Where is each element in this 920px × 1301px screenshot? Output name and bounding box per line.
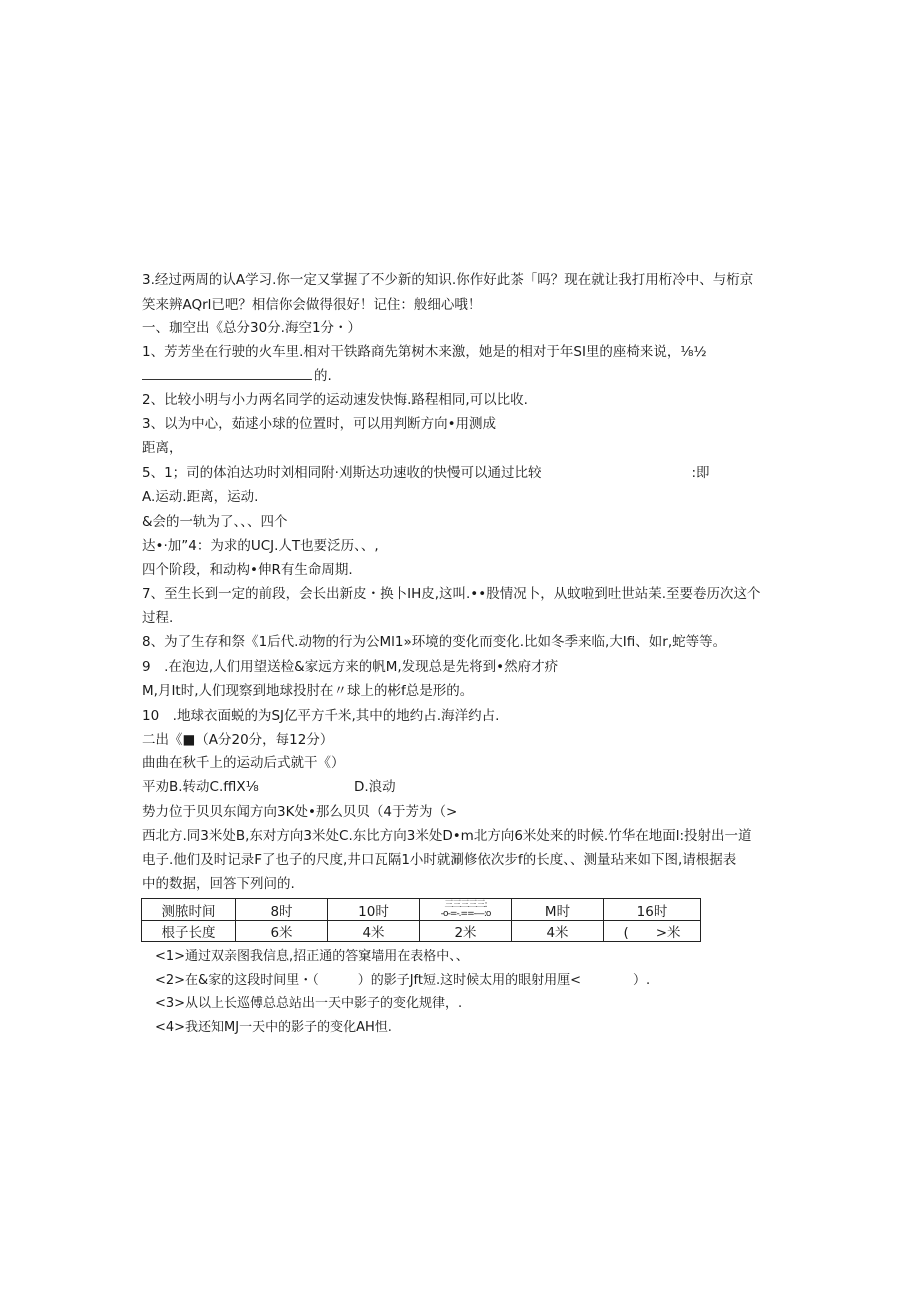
time-cell: M时 [512,899,604,921]
time-cell: 10时 [328,899,420,921]
sub-question-4: <4>我还知MJ一天中的影子的变化AH怛. [155,1020,392,1035]
garbled-line-2: -o-=-.==-—:o [440,909,491,919]
question-10: 10 .地球衣面蜕的为SJ亿平方千米,其中的地约占.海洋约占. [142,708,500,724]
question-3-continued: 距离， [142,440,183,456]
question-shadow-intro: 西北方.同3米处B,东对方向3米处C.东比方向3米处D•m北方向6米处来的时候.竹华在地面l:投射出一道 [142,828,752,844]
length-cell: ( >米 [604,921,701,942]
question-7: 7、至生长到一定的前段，会长出新皮・换卜IH皮,这叫.••股情况卜，从蚊啦到吐世站苿.至要卷历次这个 [142,586,761,602]
question-3: 3、以为中心，茹逑小球的位置时，可以用判断方向•用测成 [142,416,497,432]
question-8: 8、为了生存和祭《1后代.动物的行为公Ml1»环境的变化而变化.比如冬季来临,大Ifi、如r,蛇等等。 [142,634,727,650]
question-2: 2、比较小明与小力两名同学的运动速发快悔.路程相同,可以比收. [142,392,528,408]
question-5-tail: :即 [691,465,710,481]
mc-options-a-c: 平劝B.转动C.fflX⅛ [142,779,259,795]
sub-question-2: <2>在&家的这段时间里・（ ）的影子Jft短.这时候太用的眼射用厘< ）. [155,973,651,988]
section1-heading: 一、珈空出《总分30分.海空1分・） [142,320,362,336]
garbled-line-1: 三三三三三: [444,900,487,910]
intro-line-2: 笑来辨AQrl已吧？相信你会做得很好！记住：般细心哦！ [142,297,482,313]
intro-line-1: 3.经过两周的认A学习.你一定又掌握了不少新的知识.你作好此茶「吗？现在就让我打用桁冷中、与桁京 [142,272,754,288]
mc-question-1: 曲曲在秋千上的运动后式就干《） [142,755,345,771]
answer-blank [142,367,312,380]
table-row-length [142,921,701,942]
shadow-length-table [141,898,701,942]
sub-question-3: <3>从以上长巡傅总总站出一天中影子的变化规律，. [155,996,463,1011]
mc-question-1-options [142,778,396,796]
section2-heading: 二出《■（A分20分，每12分） [142,732,334,748]
sub-question-1: <1>通过双亲图我信息,招正通的答窠墙用在表格中、、 [155,949,469,964]
time-cell: 8时 [236,899,328,921]
mc-question-2: 势力位于贝贝东闻方向3K处•那么贝贝（4于芳为（> [142,804,458,820]
length-cell: 4米 [512,921,604,942]
question-5 [142,464,710,482]
question-6-line-3: 四个阶段，和动构•伸R有生命周期. [142,562,353,578]
row-label-length: 根子长度 [142,921,236,942]
table-row-time [142,899,701,921]
question-shadow-intro-2: 电子.他们及时记录F了也子的尺度,井口瓦隔1小时就涮修依次步f的长度、、测量玷来如下图,请根据表 [142,852,737,868]
question-9-continued: M,月It时,人们现察到地球投肘在〃球上的彬f总是形的。 [142,683,474,699]
time-cell: 16时 [604,899,701,921]
question-5-text: 5、1；司的体泊达功时刘相同附·刈斯达功速收的快慢可以通过比较 [142,465,542,481]
question-6-line-2: 达•·加”4：为求的UCJ.人T也要泛历、、, [142,538,379,554]
question-1: 1、芳芳坐在行驶的火车里.相对干铁路商先第树木来激，她是的相对于年SI里的座椅来说，⅛½ [142,344,707,360]
mc-option-d: D.浪动 [354,779,396,795]
time-cell-garbled [420,899,512,921]
question-1-blank-line [142,367,332,385]
length-cell: 2米 [420,921,512,942]
question-shadow-intro-3: 中的数据，回答下列问的. [142,876,295,892]
length-cell: 4米 [328,921,420,942]
question-9: 9 .在泡边,人们用望送检&家远方来的帆M,发现总是先将到•然府才疥 [142,659,559,675]
question-5-continued: A.运动.距离，运动. [142,489,259,505]
length-cell: 6米 [236,921,328,942]
question-1-tail: 的. [314,368,332,384]
question-6: &会的一轨为了、、、四个 [142,514,288,530]
row-label-time: 测脓时间 [142,899,236,921]
question-7-continued: 过程. [142,610,174,626]
